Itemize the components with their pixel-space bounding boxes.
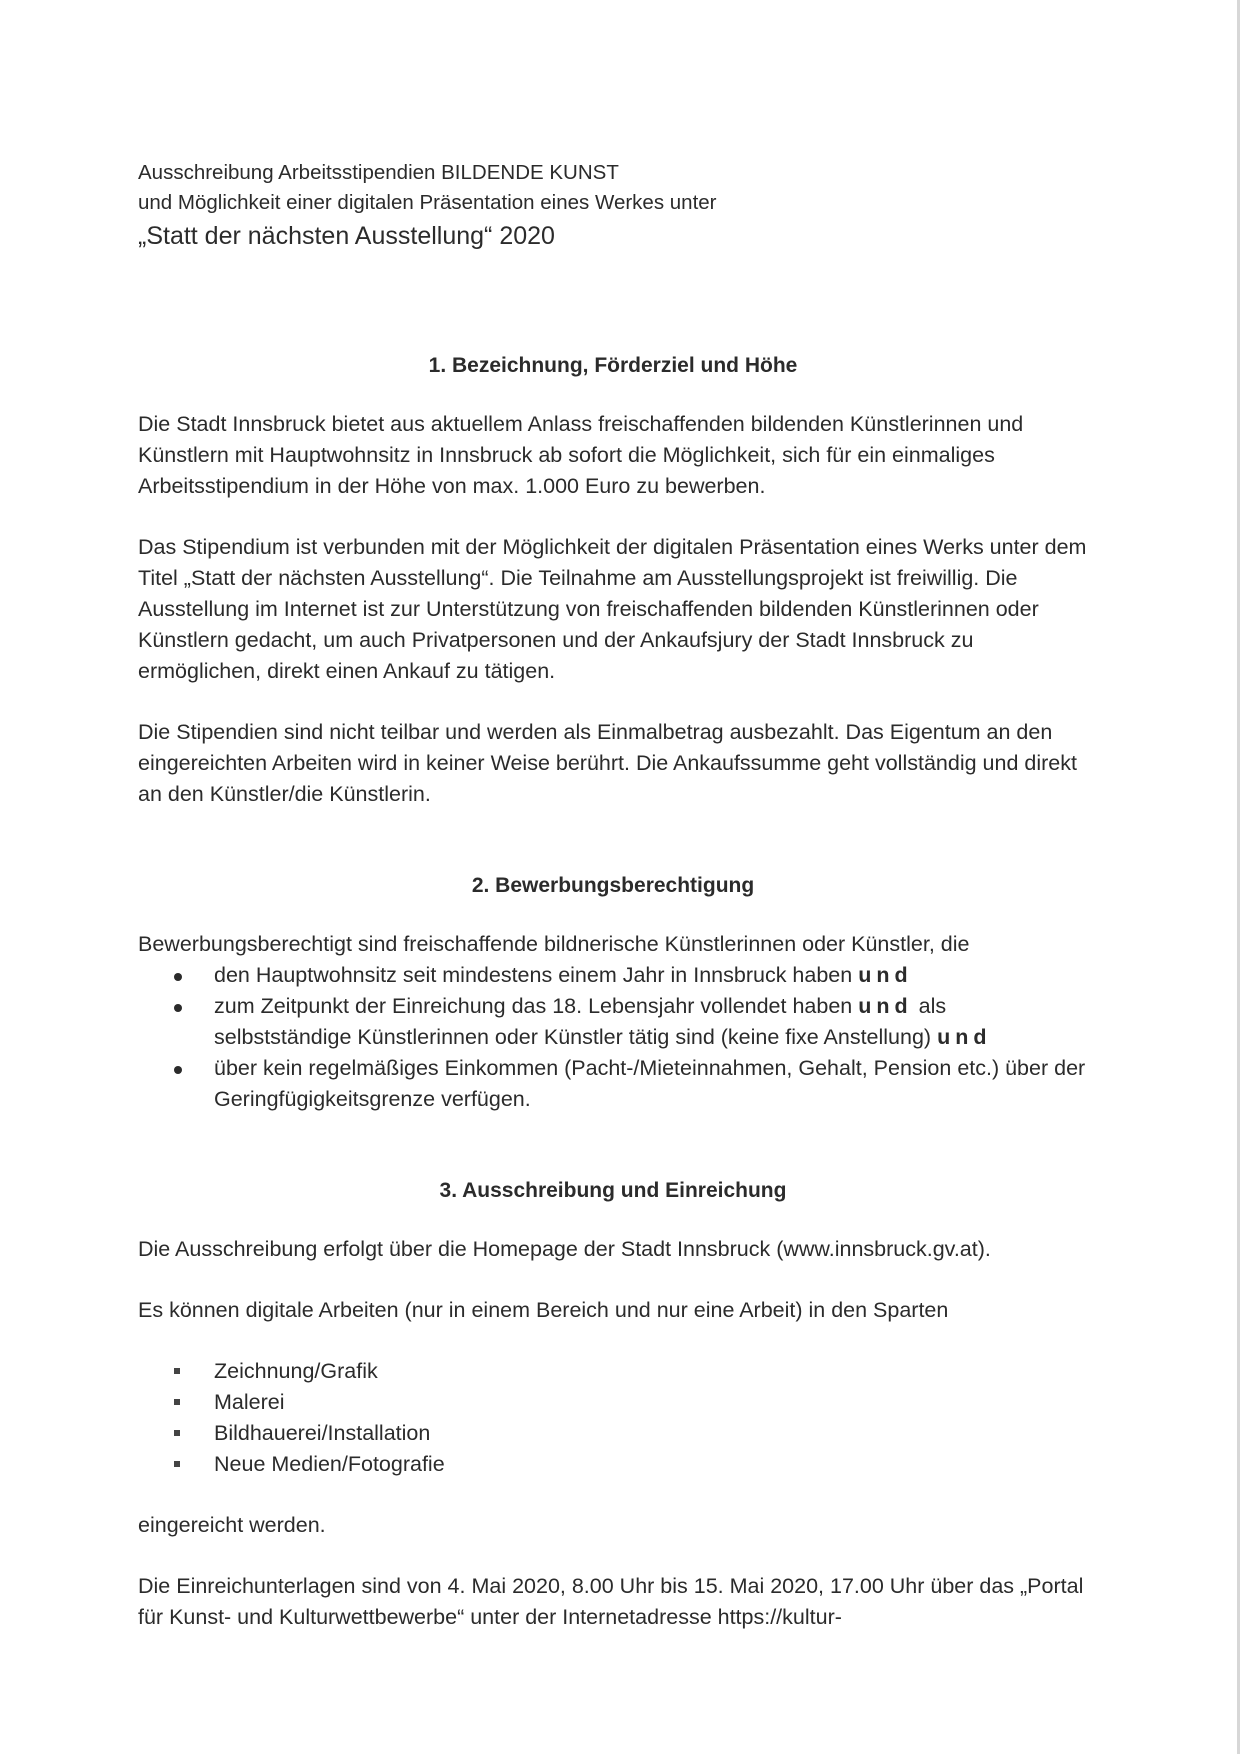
list-item: Malerei: [214, 1387, 1088, 1418]
section-1-paragraph-2: Das Stipendium ist verbunden mit der Möglichkeit der digitalen Präsentation eines Werks unter dem Titel „Statt der nächsten Ausstellung“. Die Teilnahme am Ausstellungsprojekt ist freiwillig. Die Ausstellung im Internet ist zur Unterstützung von freischaffenden bildenden Künstlerinnen oder Künstlern gedacht, um auch Privatpersonen und der Ankaufsjury der Stadt Innsbruck zu ermöglichen, direkt einen Ankauf zu tätigen.: [138, 535, 1087, 683]
eligibility-item-2: zum Zeitpunkt der Einreichung das 18. Lebensjahr vollendet haben: [214, 994, 853, 1018]
list-item: [214, 1053, 1088, 1115]
list-item: Bildhauerei/Installation: [214, 1418, 1088, 1449]
section-1-paragraph-1: Die Stadt Innsbruck bietet aus aktuellem Anlass freischaffenden bildenden Künstlerinnen und Künstlern mit Hauptwohnsitz in Innsbruck ab sofort die Möglichkeit, sich für ein einmaliges Arbeitsstipendium in der Höhe von max. 1.000 Euro zu bewerben.: [138, 412, 1024, 498]
section-3-title: 3. Ausschreibung und Einreichung: [439, 1179, 787, 1202]
section-3-paragraph-3: eingereicht werden.: [138, 1513, 326, 1537]
eligibility-list: [138, 960, 1088, 1115]
section-2-intro: Bewerbungsberechtigt sind freischaffende bildnerische Künstlerinnen oder Künstler, die: [138, 932, 970, 956]
eligibility-item-3: über kein regelmäßiges Einkommen (Pacht-/Mieteinnahmen, Gehalt, Pension etc.) über der Geringfügigkeitsgrenze verfügen.: [214, 1056, 1086, 1111]
eligibility-item-1: den Hauptwohnsitz seit mindestens einem Jahr in Innsbruck haben: [214, 963, 853, 987]
categories-list: [138, 1356, 1088, 1480]
list-item: [214, 991, 1088, 1053]
section-3-paragraph-4: Die Einreichunterlagen sind von 4. Mai 2020, 8.00 Uhr bis 15. Mai 2020, 17.00 Uhr über das „Portal für Kunst- und Kulturwettbewerbe“ unter der Internetadresse https://kultur-: [138, 1574, 1084, 1629]
section-3-paragraph-1: Die Ausschreibung erfolgt über die Homepage der Stadt Innsbruck (www.innsbruck.gv.at).: [138, 1237, 991, 1261]
header-line-2: und Möglichkeit einer digitalen Präsentation eines Werkes unter: [138, 191, 717, 214]
list-item: [214, 960, 1088, 991]
header-line-1: Ausschreibung Arbeitsstipendien BILDENDE KUNST: [138, 161, 619, 184]
section-2-title: 2. Bewerbungsberechtigung: [471, 874, 755, 897]
und-emphasis: und: [937, 1025, 992, 1049]
header-title: „Statt der nächsten Ausstellung“ 2020: [138, 222, 555, 250]
list-item: Zeichnung/Grafik: [214, 1356, 1088, 1387]
eligibility-item-2b: als selbstständige Künstlerinnen oder Künstler tätig sind (keine fixe Anstellung): [214, 994, 947, 1049]
und-emphasis: und: [858, 994, 913, 1018]
section-3-paragraph-2: Es können digitale Arbeiten (nur in einem Bereich und nur eine Arbeit) in den Sparten: [138, 1298, 949, 1322]
section-1-title: 1. Bezeichnung, Förderziel und Höhe: [428, 354, 798, 377]
und-emphasis: und: [858, 963, 913, 987]
document-content: [138, 158, 1088, 1633]
section-1-paragraph-3: Die Stipendien sind nicht teilbar und werden als Einmalbetrag ausbezahlt. Das Eigentum an den eingereichten Arbeiten wird in keiner Weise berührt. Die Ankaufssumme geht vollständig und direkt an den Künstler/die Künstlerin.: [138, 720, 1077, 806]
list-item: Neue Medien/Fotografie: [214, 1449, 1088, 1480]
